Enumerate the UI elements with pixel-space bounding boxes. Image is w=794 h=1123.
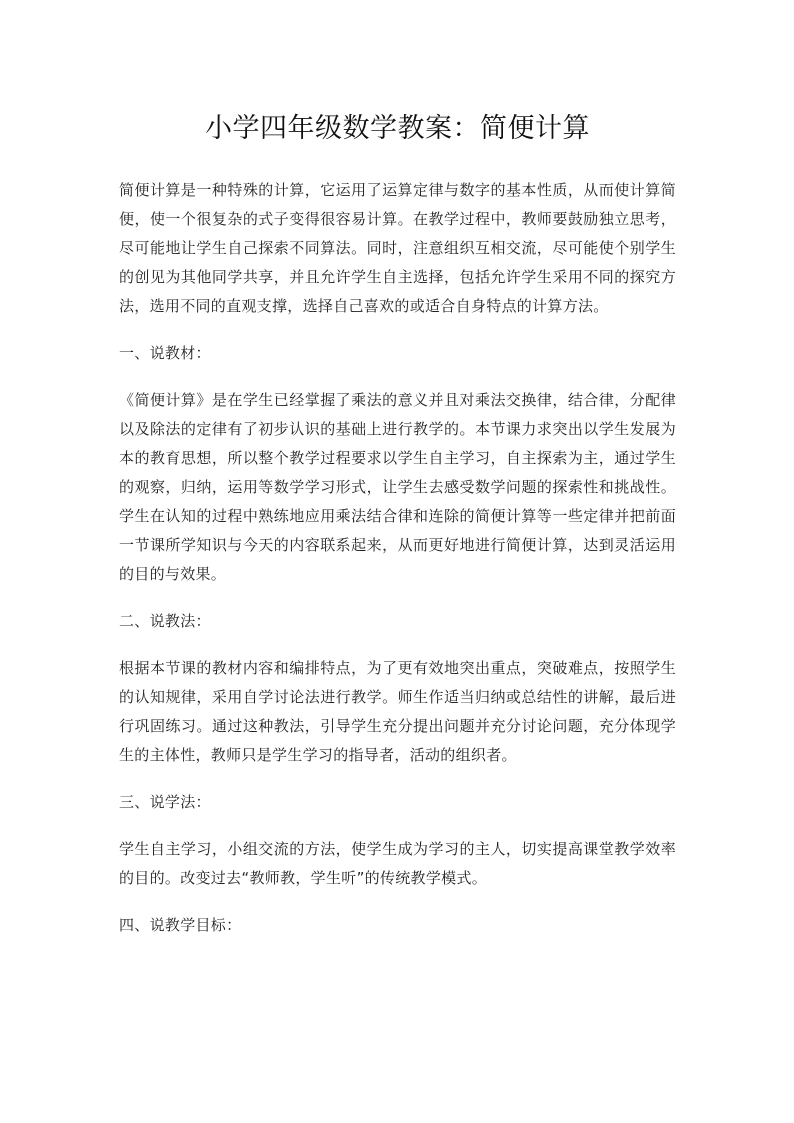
section-body-textbook: 《简便计算》是在学生已经掌握了乘法的意义并且对乘法交换律，结合律，分配律以及除法的定律有了初步认识的基础上进行教学的。本节课力求突出以学生发展为本的教育思想，所以整个教学过程要求以学生自主学习，自主探索为主，通过学生的观察，归纳，运用等数学学习形式，让学生去感受数学问题的探索性和挑战性。学生在认知的过程中熟练地应用乘法结合律和连除的简便计算等一些定律并把前面一节课所学知识与今天的内容联系起来，从而更好地进行简便计算，达到灵活运用的目的与效果。 (119, 391, 676, 583)
section-heading-textbook: 一、说教材： (119, 344, 211, 362)
intro-paragraph: 简便计算是一种特殊的计算，它运用了运算定律与数字的基本性质，从而使计算简便，使一个很复杂的式子变得很容易计算。在教学过程中，教师要鼓励独立思考，尽可能地让学生自己探索不同算法。同时，注意组织互相交流，尽可能使个别学生的创见为其他同学共享，并且允许学生自主选择，包括允许学生采用不同的探究方法，选用不同的直观支撑，选择自己喜欢的或适合自身特点的计算方法。 (119, 181, 676, 315)
section-heading-teaching-goals: 四、说教学目标： (119, 916, 242, 934)
section-body-teaching-method: 根据本节课的教材内容和编排特点，为了更有效地突出重点，突破难点，按照学生的认知规律，采用自学讨论法进行教学。师生作适当归纳或总结性的讲解，最后进行巩固练习。通过这种教法，引导学生充分提出问题并充分讨论问题，充分体现学生的主体性，教师只是学生学习的指导者，活动的组织者。 (119, 659, 676, 764)
section-heading-learning-method: 三、说学法： (119, 793, 211, 811)
document-title: 小学四年级数学教案：简便计算 (205, 113, 590, 144)
section-body-learning-method: 学生自主学习，小组交流的方法，使学生成为学习的主人，切实提高课堂教学效率的目的。改变过去“教师教，学生听”的传统教学模式。 (119, 840, 676, 887)
section-heading-teaching-method: 二、说教法： (119, 612, 211, 630)
